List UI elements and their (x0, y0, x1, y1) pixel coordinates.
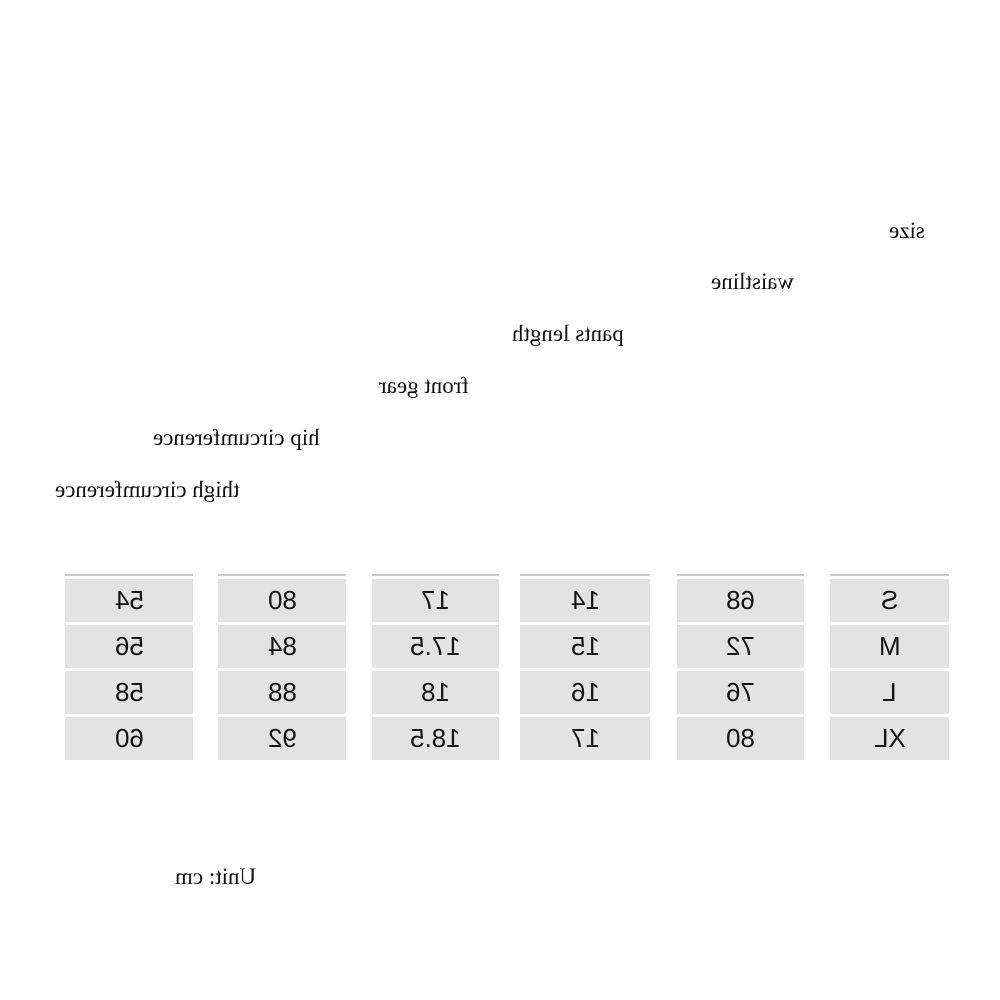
table-cell: 68 (677, 579, 804, 622)
table-cell: 80 (677, 717, 804, 760)
table-cell: 18.5 (372, 717, 499, 760)
table-cell: 88 (218, 671, 346, 714)
header-size: size (889, 218, 925, 243)
header-front-gear: front gear (379, 373, 470, 398)
table-cell: 54 (65, 579, 193, 622)
table-cell: 60 (65, 717, 193, 760)
column-divider (830, 574, 949, 576)
column-divider (65, 574, 193, 576)
column-divider (372, 574, 499, 576)
column-pants-length (520, 574, 650, 760)
table-cell: L (830, 671, 949, 714)
table-cell: 14 (520, 579, 650, 622)
table-cell: 56 (65, 625, 193, 668)
column-waistline (677, 574, 804, 760)
table-cell: XL (830, 717, 949, 760)
table-cell: 80 (218, 579, 346, 622)
header-hip-circumference: hip circumference (153, 425, 320, 450)
table-cell: 58 (65, 671, 193, 714)
column-size (830, 574, 949, 760)
header-thigh-circumference: thigh circumference (55, 477, 240, 502)
header-waistline: waistline (711, 269, 795, 294)
header-pants-length: pants length (512, 321, 624, 346)
column-thigh-circumference (65, 574, 193, 760)
column-divider (218, 574, 346, 576)
table-cell: 15 (520, 625, 650, 668)
column-front-gear (372, 574, 499, 760)
table-cell: 17.5 (372, 625, 499, 668)
table-cell: 84 (218, 625, 346, 668)
table-cell: 17 (372, 579, 499, 622)
table-cell: 18 (372, 671, 499, 714)
table-cell: 16 (520, 671, 650, 714)
table-cell: S (830, 579, 949, 622)
table-cell: 92 (218, 717, 346, 760)
column-divider (520, 574, 650, 576)
column-hip-circumference (218, 574, 346, 760)
table-cell: M (830, 625, 949, 668)
table-cell: 72 (677, 625, 804, 668)
unit-note: Unit: cm (175, 864, 257, 889)
table-cell: 76 (677, 671, 804, 714)
column-divider (677, 574, 804, 576)
table-cell: 17 (520, 717, 650, 760)
